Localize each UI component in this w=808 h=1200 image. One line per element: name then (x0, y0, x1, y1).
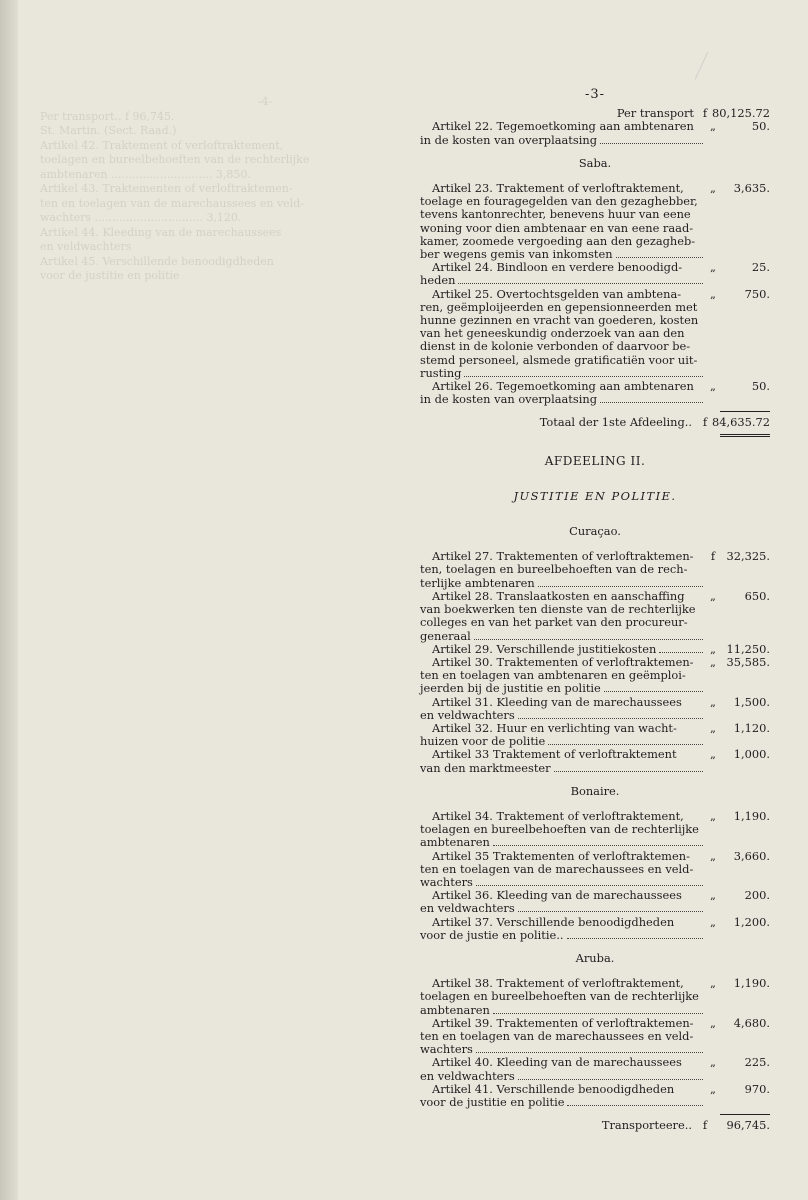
dot-leader (476, 1052, 703, 1053)
article-line: hunne gezinnen en vracht van goederen, kosten (420, 313, 699, 328)
article-entry (420, 722, 770, 748)
article-amount: 200. (744, 888, 770, 903)
article-entry (420, 916, 770, 942)
currency-marker: „ (710, 808, 716, 823)
article-line: van het geneeskundig onderzoek van aan den (420, 326, 685, 341)
page-number: -3- (584, 87, 606, 102)
article-line: tevens kantonrechter, benevens huur van eene (420, 207, 691, 222)
article-last-line (420, 630, 706, 643)
article-amount: 3,635. (733, 181, 770, 196)
ghost-line: St. Martin. (Sect. Raad.) (40, 124, 177, 137)
article-entry (420, 643, 770, 656)
total-rule (720, 411, 770, 412)
article-text (420, 722, 706, 748)
total-1-label: Totaal der 1ste Afdeeling.. (539, 415, 692, 430)
currency-marker: „ (710, 976, 716, 991)
carry-in-label: Per transport (616, 106, 694, 121)
ghost-line: Artikel 43. Traktementen of verloftraktemen- (40, 182, 293, 195)
carry-out-amount: 96,745. (726, 1118, 770, 1133)
article-entry (420, 1083, 770, 1109)
article-text (420, 1017, 706, 1057)
article-text (420, 261, 706, 287)
currency-marker: „ (710, 588, 716, 603)
carry-in-marker: f (702, 106, 708, 121)
article-last-text: voor de justitie en politie (420, 1095, 565, 1109)
article-line: kamer, zoomede vergoeding aan den gezagheb- (420, 233, 696, 248)
article-line: Artikel 27. Traktementen of verloftraktemen- (432, 549, 694, 564)
article-text (420, 288, 706, 380)
currency-marker: „ (710, 1081, 716, 1096)
article-line: toelagen en bureelbehoeften van de rechterlijke (420, 989, 699, 1004)
dot-leader (659, 652, 703, 653)
article-amount: 1,000. (733, 747, 770, 762)
currency-marker: „ (710, 694, 716, 709)
article-entry (420, 550, 770, 590)
entries-saba (420, 182, 770, 406)
article-last-text: en veldwachters (420, 901, 515, 916)
article-last-text: en veldwachters (420, 707, 515, 722)
article-text (420, 182, 706, 261)
article-amount: 1,120. (733, 720, 770, 735)
article-last-text: wachters (420, 1042, 473, 1057)
article-last-line (420, 836, 706, 849)
article-entry (420, 380, 770, 406)
currency-marker: „ (710, 1055, 716, 1070)
article-line: ten en toelagen van de marechaussees en veld- (420, 1028, 694, 1043)
article-line: Artikel 34. Traktement of verloftraktement, (432, 808, 684, 823)
dot-leader (518, 1079, 703, 1080)
article-entry (420, 590, 770, 643)
article-last-text: van den marktmeester (420, 760, 551, 775)
dot-leader (604, 691, 703, 692)
dot-leader (518, 911, 703, 912)
article-amount: 32,325. (726, 549, 770, 564)
ghost-line: Artikel 42. Traktement of verloftraktement, (40, 138, 284, 152)
article-text (420, 1083, 706, 1109)
carry-in-amount: 80,125.72 (712, 106, 770, 121)
heading-saba: Saba. (578, 155, 612, 170)
page-binding-shadow (0, 0, 18, 1200)
article-entry (420, 1056, 770, 1082)
article-last-line (420, 1096, 706, 1109)
main-column (420, 88, 770, 1132)
article-line: woning voor dien ambtenaar en van eene raad- (420, 220, 694, 235)
article-entry (420, 748, 770, 774)
currency-marker: „ (710, 260, 716, 275)
article-entry (420, 182, 770, 261)
article-entry (420, 696, 770, 722)
currency-marker: „ (710, 888, 716, 903)
article-line: Artikel 23. Traktement of verloftraktement, (432, 181, 684, 196)
ghost-line: toelagen en bureelbehoeften van de rechterlijke (40, 153, 310, 166)
currency-marker: „ (710, 641, 716, 656)
article-last-text: jeerden bij de justitie en politie (420, 681, 601, 696)
article-line: ten en toelagen van de marechaussees en veld- (420, 861, 694, 876)
article-line: Artikel 31. Kleeding van de marechaussees (432, 694, 682, 709)
currency-marker: „ (710, 1015, 716, 1030)
article-last-text: terlijke ambtenaren (420, 575, 535, 590)
article-text (420, 120, 706, 146)
article-last-line (420, 643, 706, 656)
article-line: Artikel 25. Overtochtsgelden van ambtena- (432, 286, 682, 301)
dot-leader (600, 143, 703, 144)
article-line: Artikel 24. Bindloon en verdere benoodigd- (432, 260, 683, 275)
article-last-text: ambtenaren (420, 1002, 490, 1017)
article-last-text: en veldwachters (420, 1068, 515, 1083)
article-amount: 225. (744, 1055, 770, 1070)
carry-out-marker: f (702, 1118, 708, 1133)
dot-leader (616, 257, 703, 258)
ghost-lines (40, 110, 370, 284)
dot-leader (567, 938, 703, 939)
dot-leader (493, 845, 703, 846)
article-line: colleges en van het parket van den procureur- (420, 615, 688, 630)
total-double-rule (720, 434, 770, 437)
currency-marker: f (710, 549, 716, 564)
article-last-line (420, 929, 706, 942)
article-amount: 1,190. (733, 976, 770, 991)
article-last-line (420, 1070, 706, 1083)
article-amount: 3,660. (733, 848, 770, 863)
dot-leader (600, 402, 703, 403)
dot-leader (518, 718, 703, 719)
ghost-line: Artikel 45. Verschillende benoodigdheden (40, 254, 274, 268)
article-amount: 650. (744, 588, 770, 603)
article-last-text: Artikel 29. Verschillende justitiekosten (432, 641, 657, 656)
article-last-text: in de kosten van overplaatsing (420, 132, 598, 147)
article-entry (420, 288, 770, 380)
article-text (420, 916, 706, 942)
article-line: van boekwerken ten dienste van de rechterlijke (420, 602, 696, 617)
article-line: ren, geëmploijeerden en gepensionneerden met (420, 299, 698, 314)
article-last-text: voor de justie en politie.. (420, 927, 564, 942)
currency-marker: „ (710, 848, 716, 863)
article-text (420, 550, 706, 590)
article-text (420, 696, 706, 722)
dot-leader (464, 376, 703, 377)
dot-leader (476, 885, 703, 886)
currency-marker: „ (710, 181, 716, 196)
ghost-line: Artikel 44. Kleeding van de marechaussees (40, 225, 282, 239)
article-amount: 1,190. (733, 808, 770, 823)
article-entry (420, 261, 770, 287)
article-text (420, 656, 706, 696)
dot-leader (554, 771, 703, 772)
heading-aruba: Aruba. (575, 950, 615, 965)
carry-out-rule (720, 1114, 770, 1115)
ghost-line: voor de justitie en politie (40, 269, 180, 282)
article-text (420, 748, 706, 774)
article-last-line (420, 1004, 706, 1017)
article-line: ten en toelagen van ambtenaren en geëmploi- (420, 668, 686, 683)
article-line: Artikel 36. Kleeding van de marechaussees (432, 888, 682, 903)
article-amount: 50. (751, 379, 770, 394)
article-line: dienst in de kolonie verbonden of daarvoor be- (420, 339, 691, 354)
article-entry (420, 1017, 770, 1057)
article-line: Artikel 32. Huur en verlichting van wacht- (432, 720, 677, 735)
article-amount: 750. (744, 286, 770, 301)
article-line: Artikel 40. Kleeding van de marechaussees (432, 1055, 682, 1070)
article-text (420, 380, 706, 406)
article-amount: 1,500. (733, 694, 770, 709)
article-amount: 11,250. (726, 641, 770, 656)
article-last-line (420, 274, 706, 287)
article-text (420, 850, 706, 890)
article-last-text: ambtenaren (420, 835, 490, 850)
currency-marker: „ (710, 379, 716, 394)
currency-marker: „ (710, 914, 716, 929)
article-line: Artikel 22. Tegemoetkoming aan ambtenaren (432, 119, 694, 134)
article-line: Artikel 38. Traktement of verloftraktement, (432, 976, 684, 991)
carry-out-label: Transporteere.. (601, 1118, 692, 1133)
article-last-text: heden (420, 273, 456, 288)
article-last-line (420, 682, 706, 695)
article-text (420, 1056, 706, 1082)
total-1-marker: f (702, 415, 708, 430)
total-1-row (420, 416, 770, 429)
article-entry (420, 977, 770, 1017)
article-amount: 1,200. (733, 914, 770, 929)
article-last-text: huizen voor de politie (420, 734, 546, 749)
ghost-line: Per transport.. f 96,745. (40, 109, 175, 123)
ghost-line: ten en toelagen van de marechaussees en veld- (40, 196, 304, 210)
afdeeling-heading: AFDEELING II. (544, 453, 646, 468)
article-line: Artikel 33 Traktement of verloftraktement (432, 747, 677, 762)
dot-leader (567, 1105, 703, 1106)
pencil-mark (695, 52, 727, 88)
currency-marker: „ (710, 654, 716, 669)
entries-aruba (420, 977, 770, 1109)
heading-curacao: Curaçao. (569, 524, 621, 539)
article-last-text: wachters (420, 874, 473, 889)
dot-leader (548, 744, 703, 745)
article-entry (420, 889, 770, 915)
article-last-line (420, 902, 706, 915)
article-last-line (420, 393, 706, 406)
article-amount: 35,585. (726, 654, 770, 669)
entries-group-1 (420, 120, 770, 146)
article-last-text: generaal (420, 628, 471, 643)
article-line: Artikel 41. Verschillende benoodigdheden (432, 1081, 675, 1096)
article-amount: 25. (751, 260, 770, 275)
entries-bonaire (420, 810, 770, 942)
article-line: Artikel 37. Verschillende benoodigdheden (432, 914, 675, 929)
article-text (420, 810, 706, 850)
carry-out-row (420, 1119, 770, 1132)
article-amount: 4,680. (733, 1015, 770, 1030)
article-line: toelage en fouragegelden van den gezaghebber, (420, 194, 698, 209)
dot-leader (458, 283, 703, 284)
article-last-text: in de kosten van overplaatsing (420, 392, 598, 407)
ghost-page-number: -4- (257, 95, 273, 108)
article-line: ten, toelagen en bureelbehoeften van de rech- (420, 562, 688, 577)
article-last-line (420, 134, 706, 147)
afdeeling-title: JUSTITIE EN POLITIE. (513, 488, 677, 503)
entries-curacao (420, 550, 770, 774)
article-last-line (420, 762, 706, 775)
article-entry (420, 850, 770, 890)
ghost-line: ambtenaren ............................. 3,850. (40, 167, 251, 181)
article-text (420, 977, 706, 1017)
dot-leader (538, 586, 703, 587)
article-last-text: ber wegens gemis van inkomsten (420, 247, 613, 262)
currency-marker: „ (710, 119, 716, 134)
currency-marker: „ (710, 747, 716, 762)
bleed-through-text (40, 95, 370, 284)
article-amount: 50. (751, 119, 770, 134)
article-entry (420, 656, 770, 696)
currency-marker: „ (710, 286, 716, 301)
article-last-line (420, 577, 706, 590)
article-line: Artikel 30. Traktementen of verloftraktemen- (432, 654, 694, 669)
article-text (420, 889, 706, 915)
article-line: stemd personeel, alsmede gratificatiën voor uit- (420, 352, 698, 367)
article-line: Artikel 28. Translaatkosten en aanschaffing (432, 588, 685, 603)
article-text (420, 643, 706, 656)
dot-leader (474, 639, 703, 640)
ghost-line: en veldwachters (40, 240, 132, 253)
ghost-line: wachters ............................... 3,120. (40, 211, 242, 224)
article-text (420, 590, 706, 643)
total-1-amount: 84,635.72 (712, 415, 770, 430)
article-line: Artikel 35 Traktementen of verloftraktemen- (432, 848, 690, 863)
article-last-text: rusting (420, 365, 462, 380)
article-line: Artikel 39. Traktementen of verloftraktemen- (432, 1015, 694, 1030)
article-line: Artikel 26. Tegemoetkoming aan ambtenaren (432, 379, 694, 394)
article-entry (420, 120, 770, 146)
dot-leader (493, 1013, 703, 1014)
article-last-line (420, 709, 706, 722)
currency-marker: „ (710, 720, 716, 735)
heading-bonaire: Bonaire. (570, 783, 620, 798)
article-entry (420, 810, 770, 850)
article-line: toelagen en bureelbehoeften van de rechterlijke (420, 822, 699, 837)
article-amount: 970. (744, 1081, 770, 1096)
